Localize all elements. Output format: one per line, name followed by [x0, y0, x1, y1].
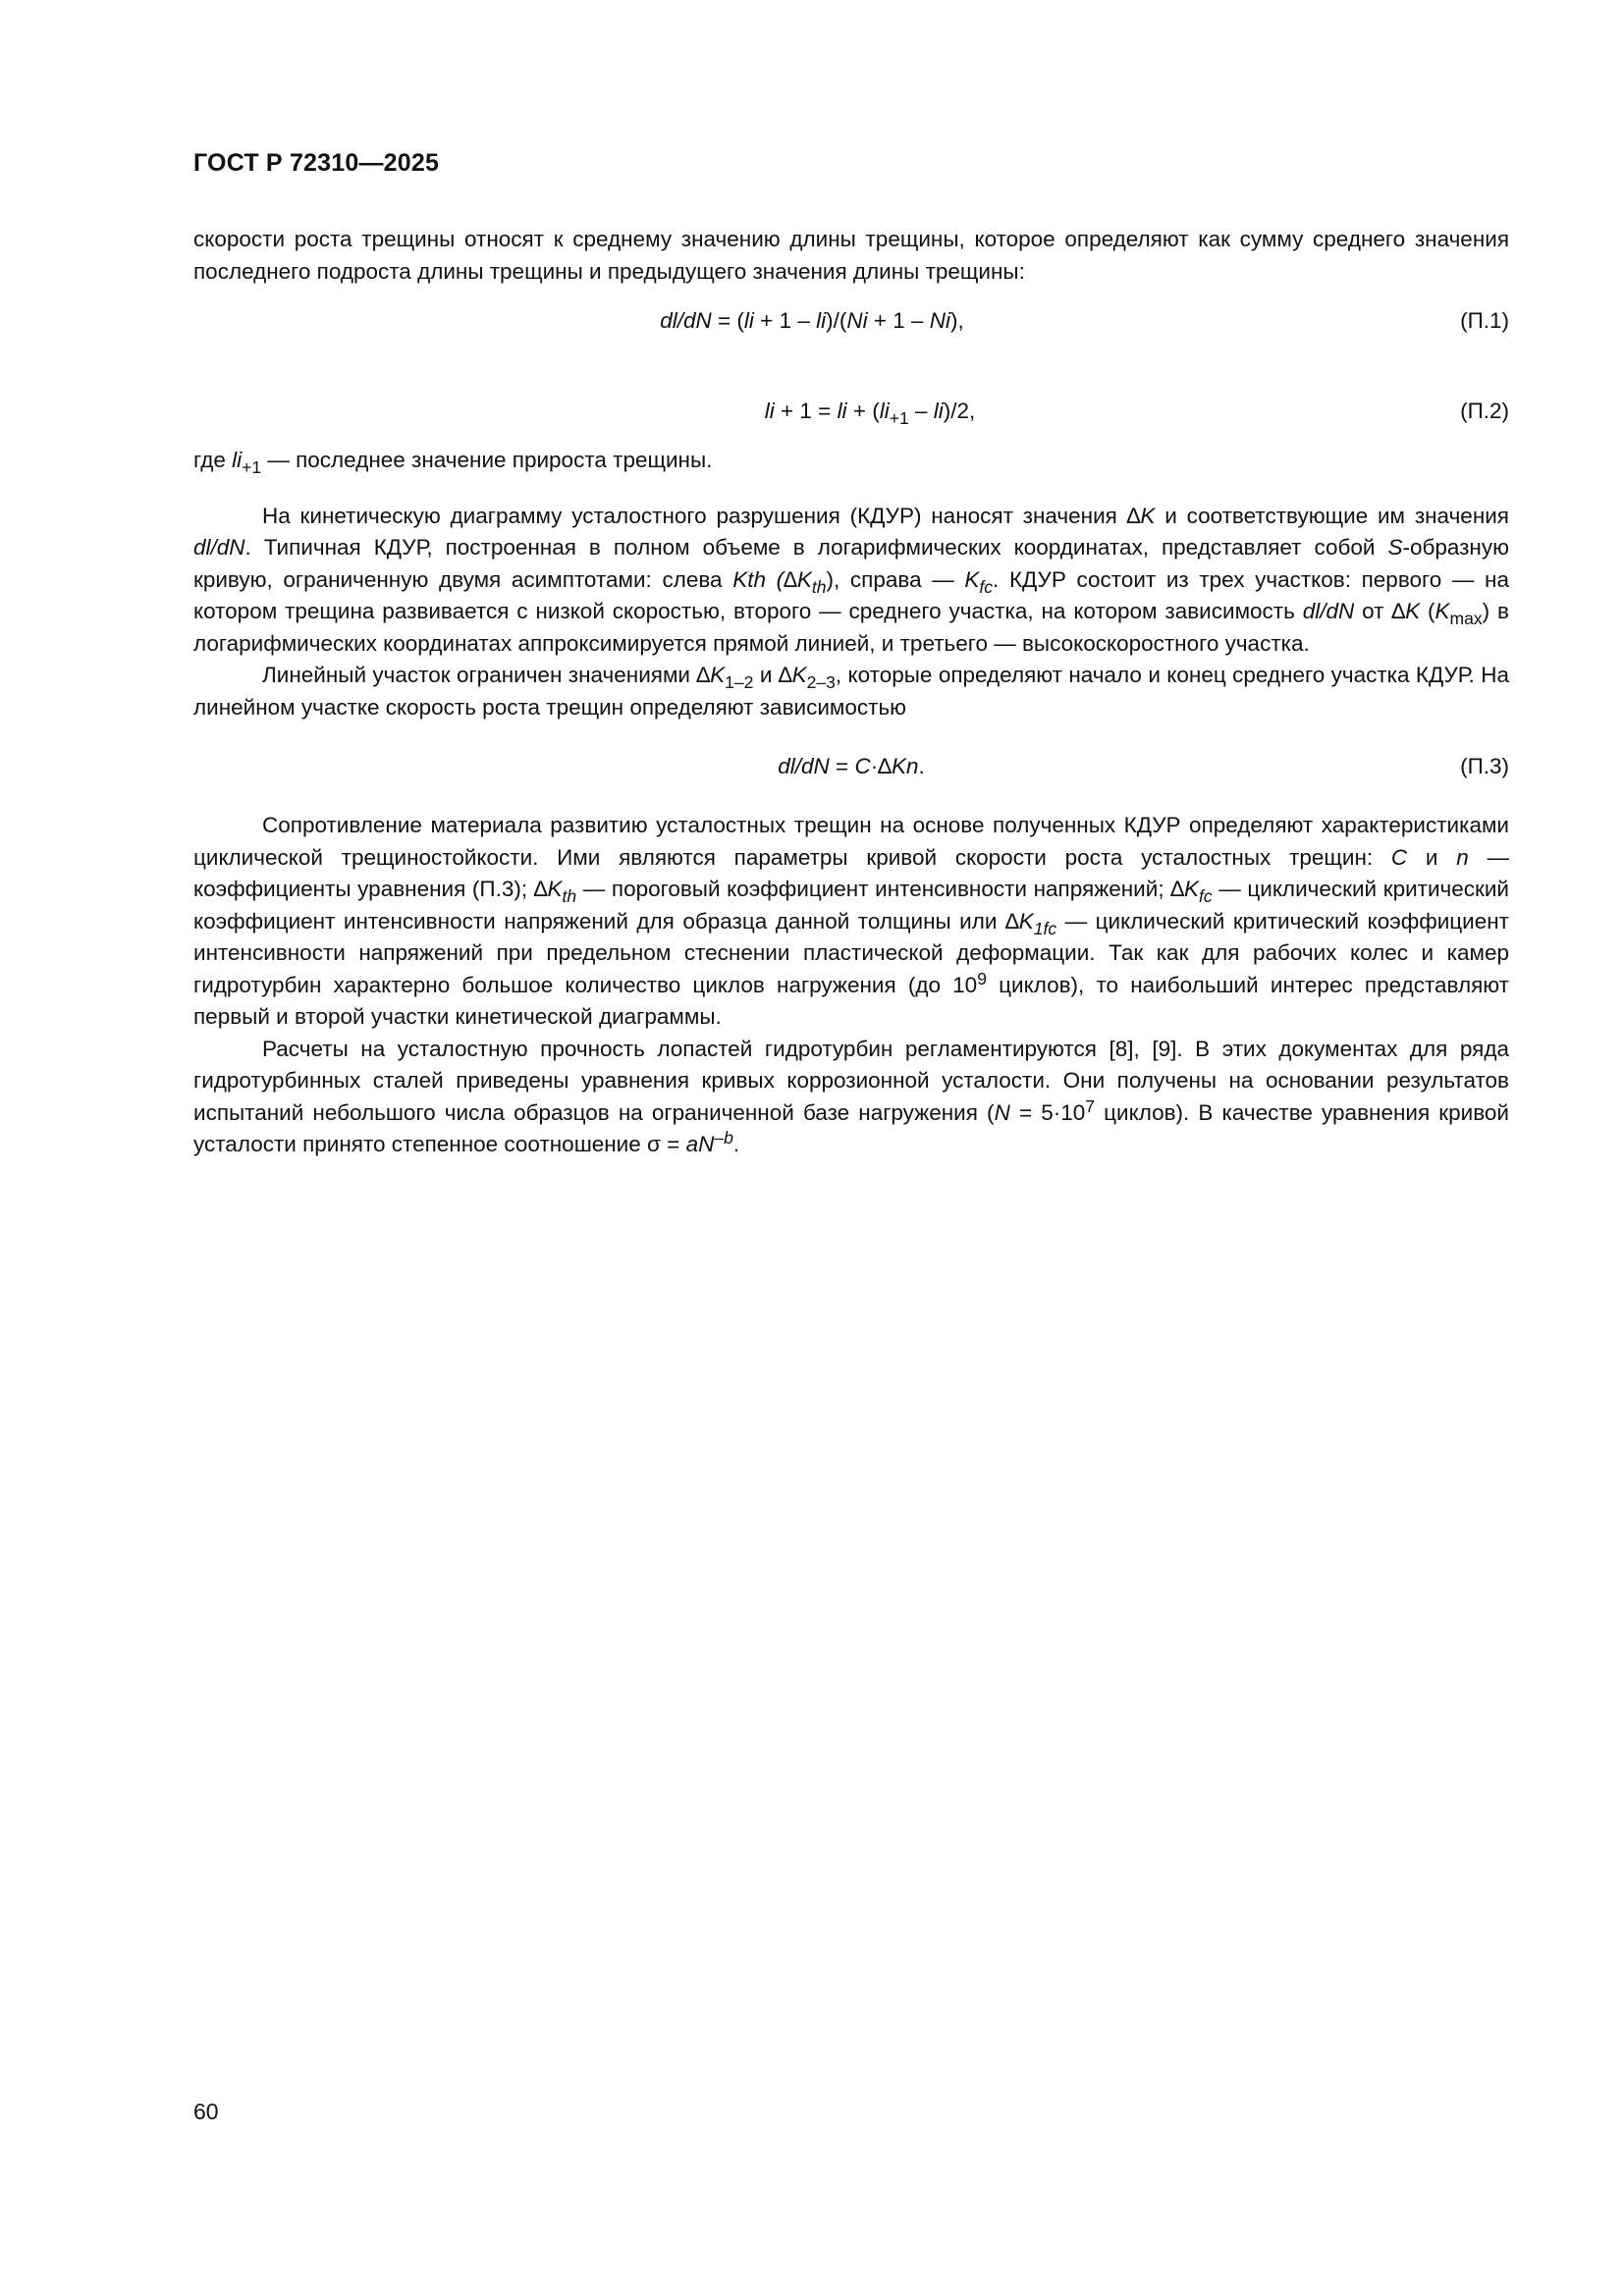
formula-p3-number: (П.3) — [1460, 754, 1509, 778]
formula-p2-expression: li + 1 = li + $(li_{+1} - li)/2$, — [764, 399, 976, 429]
paragraph-linear-section: Линейный участок ограничен значениями $\Delta K_{1-2}$ и $\Delta K_{2-3}$, которые определяют начало и конец среднего участка КДУР. На линейном участке скорость роста трещин определяют зависимостью — [193, 663, 1509, 720]
paragraph-calculations: Расчеты на усталостную прочность лопастей гидротурбин регламентируются [8], [9]. В этих документах для ряда гидротурбинных сталей приведены уравнения кривых коррозионной усталости. Они получены на основании результатов испытаний небольшого числа образцов на ограниченной базе нагружения ($N = 5\cdot 10^7$ циклов). В качестве уравнения кривой усталости принято степенное соотношение $\sigma = aN^{-b}$. — [193, 1036, 1509, 1156]
formula-p2-number: (П.2) — [1460, 399, 1509, 423]
paragraph-intro: скорости роста трещины относят к среднему значению длины трещины, которое определяют как сумму среднего значения последнего подроста длины трещины и предыдущего значения длины трещины: — [193, 227, 1509, 284]
formula-p1-number: (П.1) — [1460, 308, 1509, 333]
formula-p1 — [193, 305, 1509, 337]
formula-p2 — [193, 396, 1509, 427]
page-number: 60 — [193, 2099, 219, 2124]
paragraph-kdur: На кинетическую диаграмму усталостного разрушения (КДУР) наносят значения ∆K и соответствующие им значения dl/dN. Типичная КДУР, построенная в полном объеме в логарифмических координатах, представляет собой S-образную кривую, ограниченную двумя асимптотами: слева Kth $(\Delta K_{th})$, справа — $K_{fc}$. КДУР состоит из трех участков: первого — на котором трещина развивается с низкой скоростью, второго — среднего участка, на котором зависимость dl/dN от ∆K $(K_{max})$ в логарифмических координатах аппроксимируется прямой линией, и третьего — высокоскоростного участка. — [193, 503, 1510, 656]
formula-p3-expression: dl/dN = C·∆Kn. — [778, 754, 925, 778]
page-header: ГОСТ Р 72310—2025 — [193, 149, 440, 177]
document-body — [193, 224, 1509, 1161]
paragraph-resistance: Сопротивление материала развитию усталостных трещин на основе полученных КДУР определяют характеристиками циклической трещиностойкости. Ими являются параметры кривой скорости роста усталостных трещин: C и n — коэффициенты уравнения (П.3); $\Delta K_{th}$ — пороговый коэффициент интенсивности напряжений; $\Delta K_{fc}$ — циклический критический коэффициент интенсивности напряжений для образца данной толщины или $\Delta K_{1fc}$ — циклический критический коэффициент интенсивности напряжений при предельном стеснении пластической деформации. Так как для рабочих колес и камер гидротурбин характерно большое количество циклов нагружения (до $10^9$ циклов), то наибольший интерес представляют первый и второй участки кинетической диаграммы. — [193, 813, 1509, 1029]
where-clause: где $li_{+1}$ — последнее значение прироста трещины. — [193, 448, 713, 478]
formula-p1-expression: dl/dN = (li + 1 – li)/(Ni + 1 – Ni), — [660, 308, 964, 333]
formula-p3 — [193, 751, 1509, 782]
